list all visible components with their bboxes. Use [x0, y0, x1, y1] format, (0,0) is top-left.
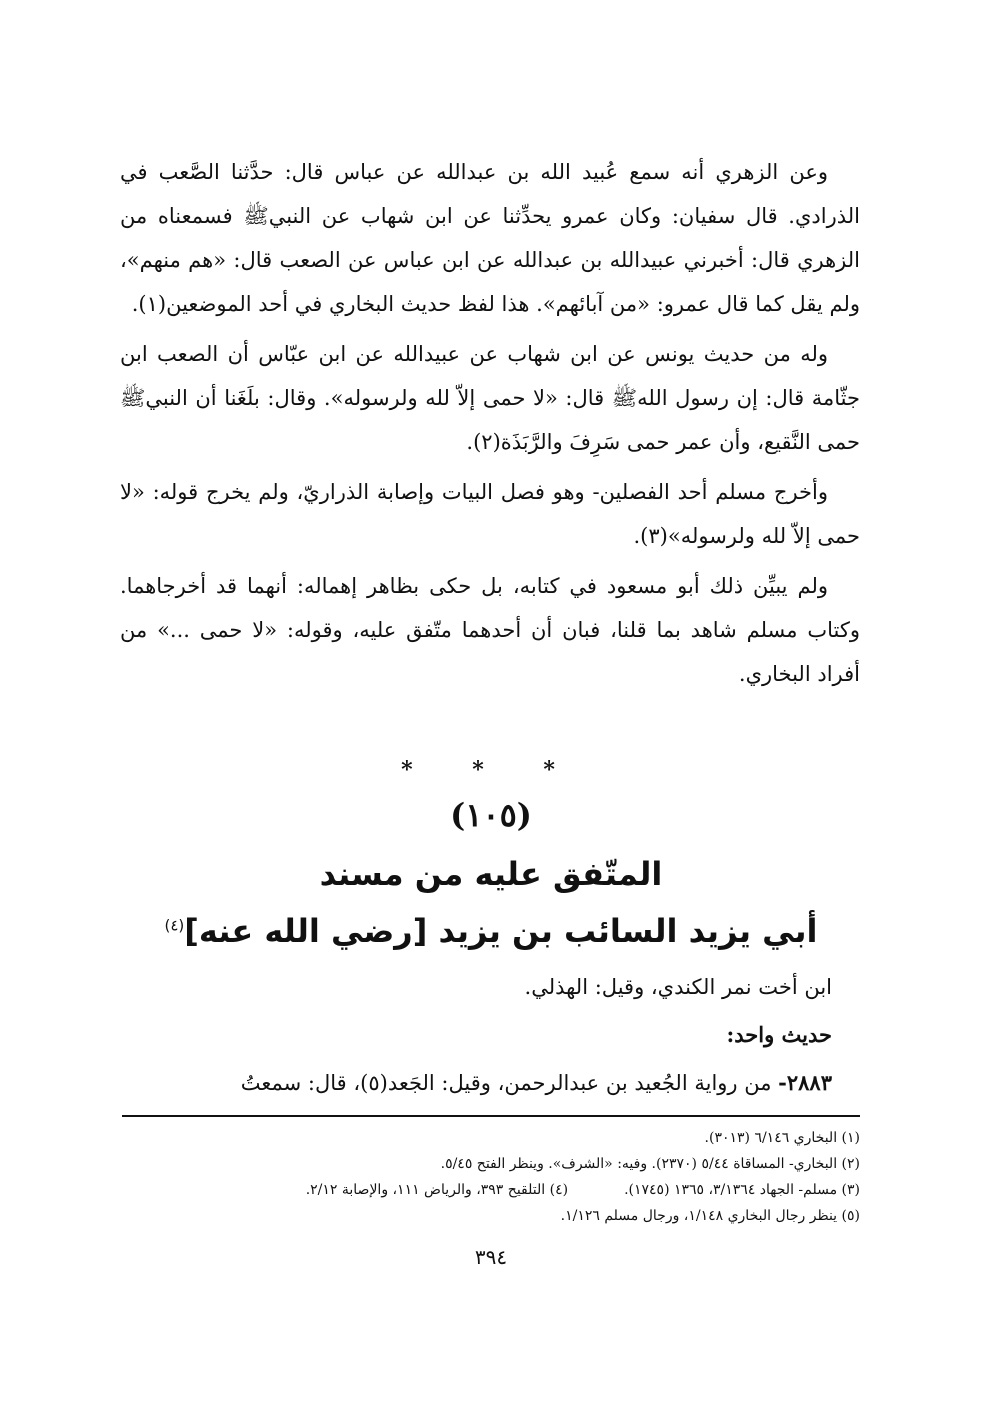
hadith-text: من رواية الجُعيد بن عبدالرحمن، وقيل: الجَعد(٥)، قال: سمعتُ	[240, 1071, 772, 1095]
paragraph-2: وله من حديث يونس عن ابن شهاب عن عبيدالله عن ابن عبّاس أن الصعب ابن جثّامة قال: إن رسول اللهﷺ قال: «لا حمى إلاّ لله ولرسوله». وقال: بلَغَنا أن النبيﷺ حمى النَّقيع، وأن عمر حمى سَرِفَ والرَّبَذَة(٢).	[120, 342, 860, 454]
section-title-line2	[0, 912, 982, 950]
footnote-1: (١) البخاري ٦/١٤٦ (٣٠١٣).	[704, 1130, 860, 1146]
footnote-4: (٤) التلقيح ٣٩٣، والرياض ١١١، والإصابة ٢/١٢.	[305, 1182, 569, 1198]
hadith-first-line	[241, 1070, 832, 1095]
body-text	[120, 150, 860, 702]
section-title-line1: المتّفق عليه من مسند	[319, 855, 663, 893]
footnote-divider	[122, 1115, 860, 1117]
section-separator: * * *	[401, 757, 581, 783]
section-title-text: أبي يزيد السائب بن يزيد [رضي الله عنه]	[184, 912, 818, 950]
hadith-number: ٢٨٨٣-	[778, 1070, 832, 1095]
footnote-5: (٥) ينظر رجال البخاري ١/١٤٨، ورجال مسلم ١/١٢٦.	[560, 1208, 860, 1224]
intro-line: ابن أخت نمر الكندي، وقيل: الهذلي.	[524, 975, 832, 999]
paragraph-1: وعن الزهري أنه سمع عُبيد الله بن عبدالله عن عباس قال: حدَّثنا الصَّعب في الذرادي. قال سفيان: وكان عمرو يحدِّثنا عن ابن شهاب عن النبيﷺ فسمعناه من الزهري قال: أخبرني عبيدالله بن عبدالله عن ابن عباس عن الصعب قال: «هم منهم»، ولم يقل كما قال عمرو: «من آبائهم». هذا لفظ حديث البخاري في أحد الموضعين(١).	[120, 160, 861, 316]
footnote-3: (٣) مسلم- الجهاد ٣/١٣٦٤، ١٣٦٥ (١٧٤٥).	[624, 1182, 860, 1198]
hadith-label: حديث واحد:	[726, 1022, 832, 1047]
paragraph-4: ولم يبيِّن ذلك أبو مسعود في كتابه، بل حكى بظاهر إهماله: أنهما قد أخرجاهما. وكتاب مسلم شاهد بما قلنا، فبان أن أحدهما متّفق عليه، وقوله: «لا حمى ...» من أفراد البخاري.	[120, 574, 860, 686]
page-number: ٣٩٤	[474, 1245, 508, 1269]
paragraph-3: وأخرج مسلم أحد الفصلين- وهو فصل البيات وإصابة الذراريّ، ولم يخرج قوله: «لا حمى إلاّ لله ولرسوله»(٣).	[120, 480, 860, 548]
section-title-footnote-ref: (٤)	[164, 916, 185, 935]
footnotes	[120, 1125, 860, 1229]
section-number: (١٠٥)	[450, 796, 532, 834]
footnote-2: (٢) البخاري- المساقاة ٥/٤٤ (٢٣٧٠). وفيه: «الشرف». وينظر الفتح ٥/٤٥.	[440, 1156, 860, 1172]
footnote-row-3-4	[120, 1177, 860, 1203]
